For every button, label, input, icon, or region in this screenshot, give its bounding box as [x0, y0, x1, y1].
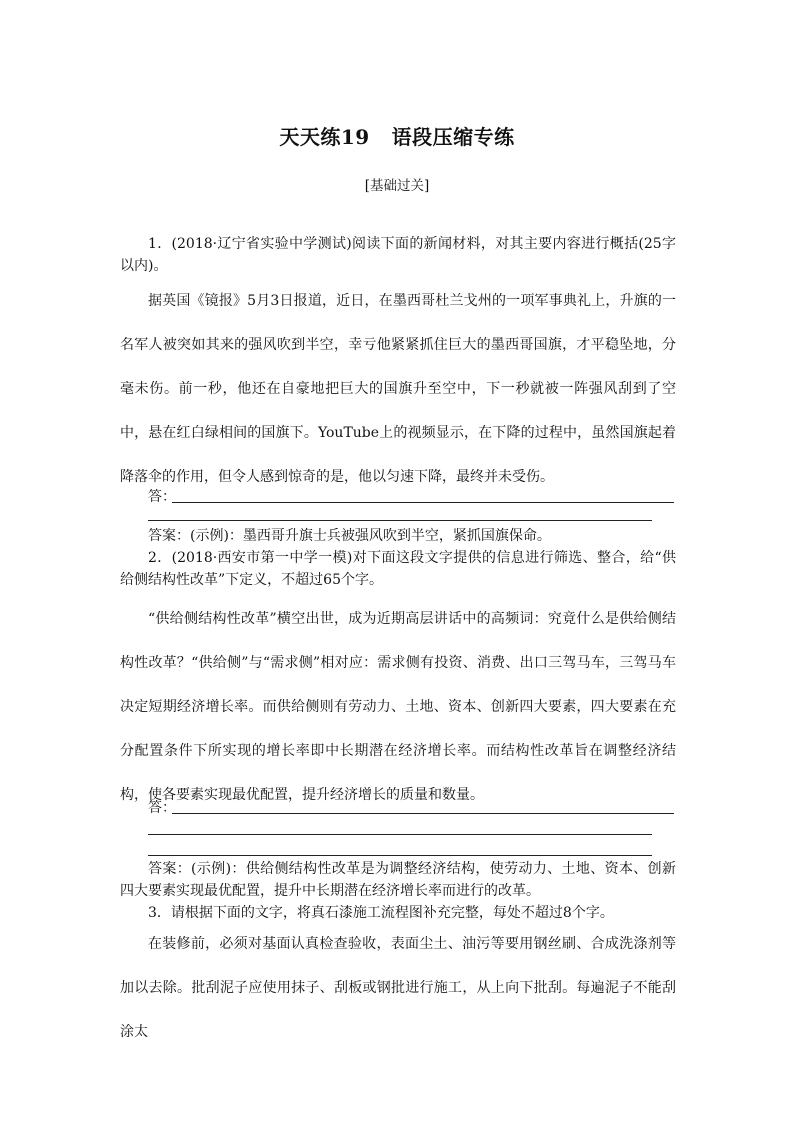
q2-prompt: 2．(2018·西安市第一中学一模)对下面这段文字提供的信息进行筛选、整合，给“供给侧结构性改革”下定义，不超过65个字。 — [120, 550, 676, 588]
section-heading: [基础过关] — [364, 178, 430, 194]
q1-prompt: 1．(2018·辽宁省实验中学测试)阅读下面的新闻材料，对其主要内容进行概括(25字以内)。 — [120, 236, 676, 274]
q1-answer: 答案：(示例)：墨西哥升旗士兵被强风吹到半空，紧抓国旗保命。 — [148, 528, 551, 544]
q1-answer-line-1[interactable] — [172, 502, 674, 503]
q3-passage: 在装修前，必须对基面认真检查验收，表面尘土、油污等要用钢丝刷、合成洗涤剂等加以去除。批刮泥子应使用抹子、刮板或钢批进行施工，从上向下批刮。每遍泥子不能刮涂太 — [120, 936, 676, 1040]
title-sub: 语段压缩专练 — [391, 125, 515, 149]
title-main: 天天练19 — [279, 125, 370, 149]
q1-answer-line-2[interactable] — [148, 520, 652, 521]
q2-answer-line-2[interactable] — [148, 834, 652, 835]
q2-answer-line-1[interactable] — [172, 813, 674, 814]
q1-passage: 据英国《镜报》5月3日报道，近日，在墨西哥杜兰戈州的一项军事典礼上，升旗的一名军人被突如其来的强风吹到半空，幸亏他紧紧抓住巨大的墨西哥国旗，才平稳坠地，分毫未伤。前一秒，他还在自豪地把巨大的国旗升至空中，下一秒就被一阵强风刮到了空中，悬在红白绿相间的国旗下。YouTube上的视频显示，在下降的过程中，虽然国旗起着降落伞的作用，但令人感到惊奇的是，他以匀速下降，最终并未受伤。 — [120, 293, 676, 485]
q1-answer-label: 答： — [148, 489, 176, 505]
page-title — [0, 121, 794, 150]
q2-answer: 答案：(示例)：供给侧结构性改革是为调整经济结构，使劳动力、土地、资本、创新四大要素实现最优配置，提升中长期潜在经济增长率而进行的改革。 — [120, 861, 676, 899]
q3-prompt: 3．请根据下面的文字，将真石漆施工流程图补充完整，每处不超过8个字。 — [148, 905, 614, 921]
q2-passage: “供给侧结构性改革”横空出世，成为近期高层讲话中的高频词：究竟什么是供给侧结构性改革？“供给侧”与“需求侧”相对应：需求侧有投资、消费、出口三驾马车，三驾马车决定短期经济增长率。而供给侧则有劳动力、土地、资本、创新四大要素，四大要素在充分配置条件下所实现的增长率即中长期潜在经济增长率。而结构性改革旨在调整经济结构，使各要素实现最优配置，提升经济增长的质量和数量。 — [120, 611, 676, 803]
q2-answer-label: 答： — [148, 800, 176, 816]
q2-answer-line-3[interactable] — [148, 855, 652, 856]
